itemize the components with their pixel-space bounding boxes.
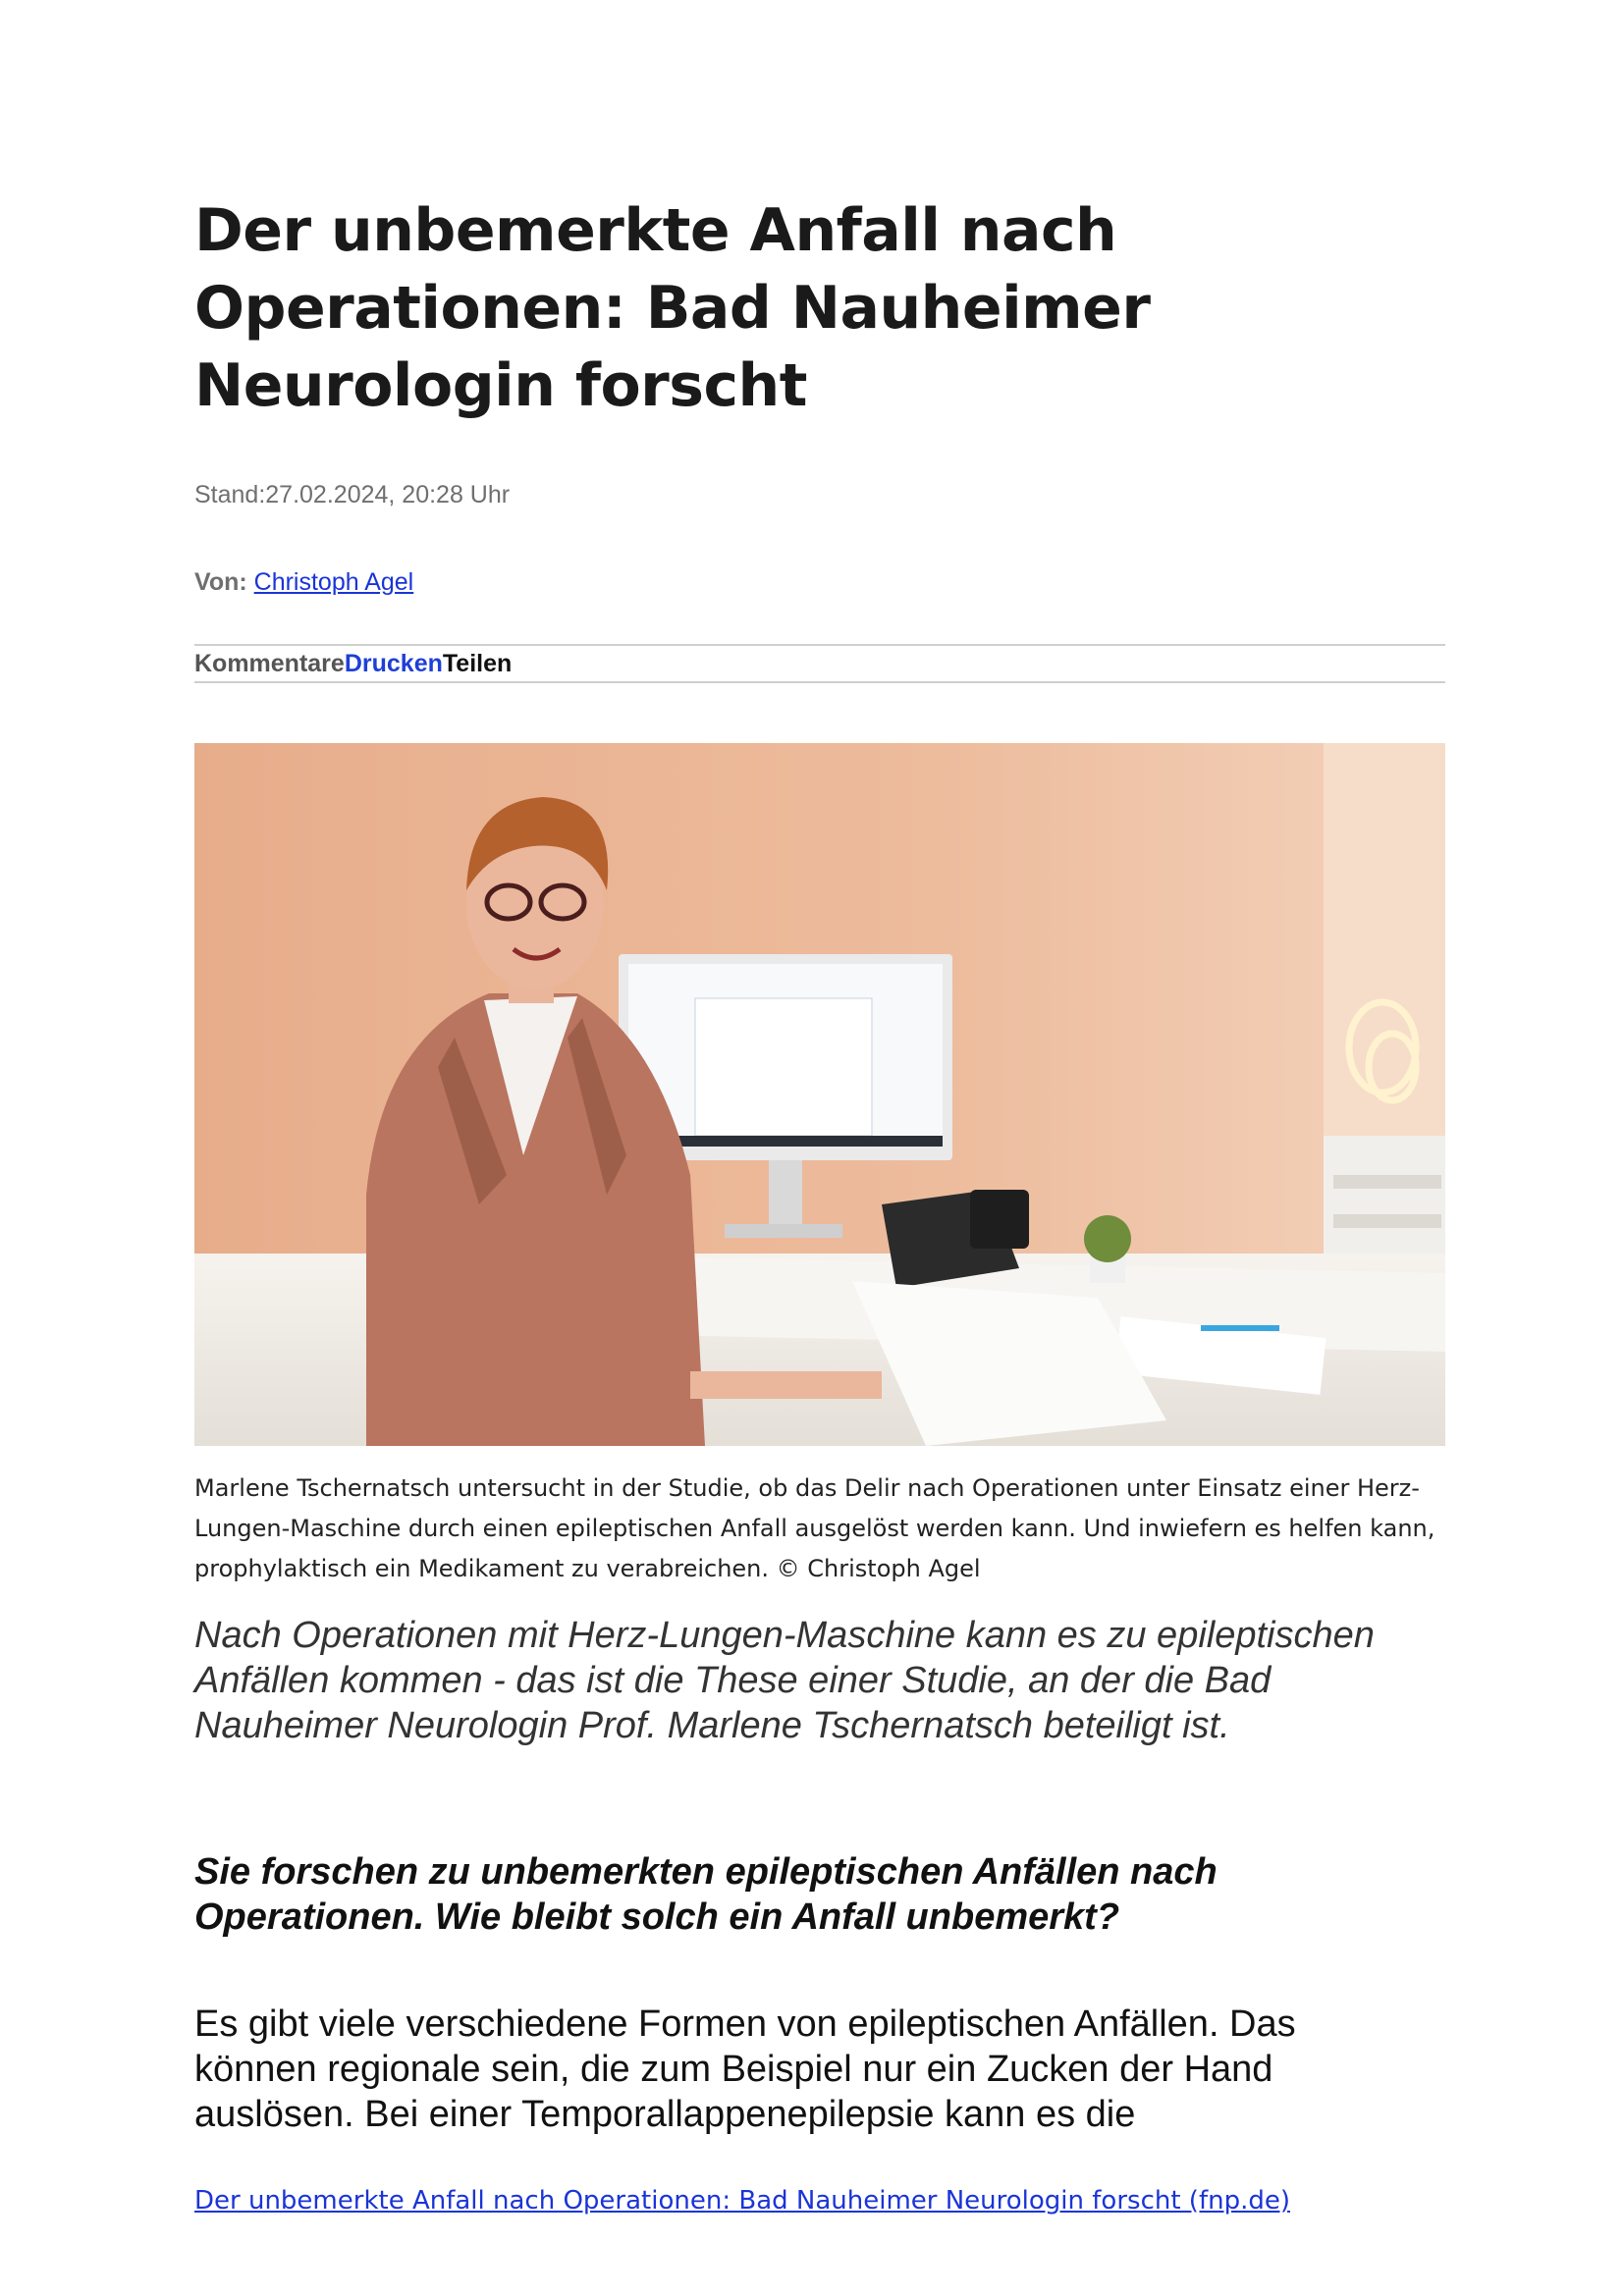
article-lead: Nach Operationen mit Herz-Lungen-Maschine kann es zu epileptischen Anfällen kommen - das ist die These einer Studie, an der die Bad Nauheimer Neurologin Prof. Marlene Tschernatsch beteiligt ist. [194,1615,1375,1746]
plant-icon [1084,1215,1131,1283]
photo-illustration [194,743,1445,1446]
monitor-stand [769,1160,802,1229]
screen-document [695,998,872,1136]
source-link[interactable]: Der unbemerkte Anfall nach Operationen: Bad Nauheimer Neurologin forscht (fnp.de) [194,2186,1290,2216]
interview-question: Sie forschen zu unbemerkten epileptischen Anfällen nach Operationen. Wie bleibt solch ein Anfall unbemerkt? [194,1851,1218,1938]
comments-link[interactable]: Kommentare [194,650,345,677]
monitor-base [725,1224,842,1238]
article-title: Der unbemerkte Anfall nach Operationen: Bad Nauheimer Neurologin forscht [194,196,1151,420]
print-link[interactable]: Drucken [344,650,443,677]
byline [194,568,413,597]
shelf-tray-2 [1333,1214,1441,1228]
article-action-bar [194,644,1445,683]
author-link[interactable]: Christoph Agel [253,568,414,596]
share-link[interactable]: Teilen [442,650,513,677]
interview-answer: Es gibt viele verschiedene Formen von epileptischen Anfällen. Das können regionale sein, die zum Beispiel nur ein Zucken der Hand auslösen. Bei einer Temporallappenepilepsie kann es die [194,2003,1296,2135]
article-timestamp: Stand:27.02.2024, 20:28 Uhr [194,481,511,508]
article-photo [194,743,1445,1446]
photo-caption: Marlene Tschernatsch untersucht in der Studie, ob das Delir nach Operationen unter Einsatz einer Herz-Lungen-Maschine durch einen epileptischen Anfall ausgelöst werden kann. Und inwiefern es helfen kann, prophylaktisch ein Medikament zu verabreichen. © Christoph Agel [194,1474,1435,1582]
shelf-tray-1 [1333,1175,1441,1189]
pen-icon [1201,1325,1279,1331]
byline-label: Von: [194,568,247,596]
